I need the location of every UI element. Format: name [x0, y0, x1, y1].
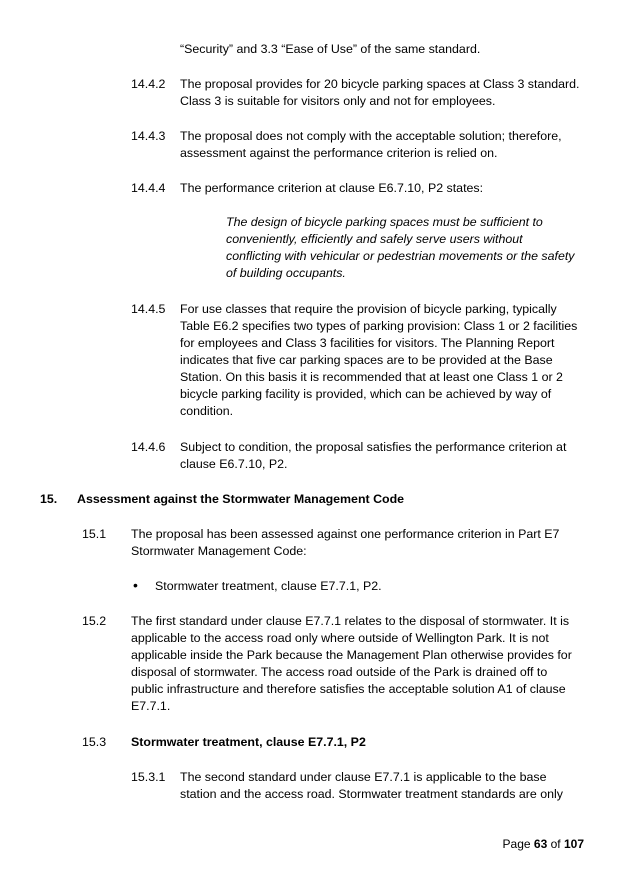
- clause-number: 14.4.3: [131, 129, 166, 143]
- text-line: assessment against the performance criterion is relied on.: [180, 146, 498, 160]
- clause-number: 15.1: [82, 527, 107, 541]
- current-page: 63: [533, 837, 548, 851]
- text-line: public infrastructure and therefore satisfies the acceptable solution A1 of clause: [131, 682, 566, 696]
- clause-15-3-1: [180, 769, 563, 803]
- clause-14-4-6: [180, 439, 566, 473]
- text-line: indicates that five car parking spaces are to be provided at the Base: [180, 353, 553, 367]
- clause-15-2: [131, 613, 572, 715]
- text-line: station and the access road. Stormwater treatment standards are only: [180, 787, 563, 801]
- text-line: Station. On this basis it is recommended that at least one Class 1 or 2: [180, 370, 563, 384]
- text-line: For use classes that require the provision of bicycle parking, typically: [180, 302, 557, 316]
- text-line: Subject to condition, the proposal satisfies the performance criterion at: [180, 440, 567, 454]
- text-line: bicycle parking facility is provided, which can be achieved by way of: [180, 387, 552, 401]
- text-line: applicable inside the Park because the Management Plan otherwise provides for: [131, 648, 572, 662]
- section-heading: Assessment against the Stormwater Management Code: [77, 492, 405, 506]
- text-line: The performance criterion at clause E6.7.10, P2 states:: [180, 181, 484, 195]
- clause-number: 14.4.6: [131, 440, 166, 454]
- bullet-icon: •: [133, 577, 138, 593]
- text-line: Table E6.2 specifies two types of parking provision: Class 1 or 2 facilities: [180, 319, 578, 333]
- page-of: of: [550, 837, 561, 851]
- text-line: The design of bicycle parking spaces must be sufficient to: [226, 215, 543, 229]
- text-line: for employees and Class 3 facilities for visitors. The Planning Report: [180, 336, 555, 350]
- subsection-heading: Stormwater treatment, clause E7.7.1, P2: [131, 735, 366, 749]
- continuation-text: “Security” and 3.3 “Ease of Use” of the same standard.: [180, 42, 481, 56]
- clause-14-4-2: [180, 76, 579, 110]
- clause-number: 15.2: [82, 614, 107, 628]
- text-line: The proposal provides for 20 bicycle parking spaces at Class 3 standard.: [180, 77, 580, 91]
- text-line: disposal of stormwater. The access road outside of the Park is drained off to: [131, 665, 548, 679]
- text-line: Stormwater Management Code:: [131, 544, 307, 558]
- text-line: clause E6.7.10, P2.: [180, 457, 288, 471]
- text-line: conveniently, efficiently and safely serve users without: [226, 232, 523, 246]
- text-line: of building occupants.: [226, 266, 346, 280]
- text-line: The first standard under clause E7.7.1 relates to the disposal of stormwater. It is: [131, 614, 570, 628]
- text-line: The second standard under clause E7.7.1 is applicable to the base: [180, 770, 547, 784]
- text-line: E7.7.1.: [131, 699, 171, 713]
- text-line: applicable to the access road only where outside of Wellington Park. It is not: [131, 631, 549, 645]
- text-line: conflicting with vehicular or pedestrian movements or the safety: [226, 249, 575, 263]
- bullet-item: Stormwater treatment, clause E7.7.1, P2.: [155, 579, 382, 593]
- clause-14-4-3: [180, 128, 562, 162]
- page-number: [503, 836, 584, 853]
- clause-14-4-5: [180, 301, 577, 420]
- section-number: 15.: [40, 492, 58, 506]
- text-line: condition.: [180, 404, 234, 418]
- clause-number: 14.4.2: [131, 77, 166, 91]
- clause-14-4-4: [180, 180, 483, 197]
- page-prefix: Page: [502, 837, 531, 851]
- quoted-criterion: [226, 214, 574, 282]
- clause-number: 15.3: [82, 735, 107, 749]
- text-line: The proposal does not comply with the acceptable solution; therefore,: [180, 129, 562, 143]
- text-line: The proposal has been assessed against one performance criterion in Part E7: [131, 527, 560, 541]
- clause-number: 14.4.4: [131, 181, 166, 195]
- total-pages: 107: [563, 837, 584, 851]
- clause-number: 15.3.1: [131, 770, 166, 784]
- clause-number: 14.4.5: [131, 302, 166, 316]
- clause-15-1: [131, 526, 559, 560]
- text-line: Class 3 is suitable for visitors only and not for employees.: [180, 94, 496, 108]
